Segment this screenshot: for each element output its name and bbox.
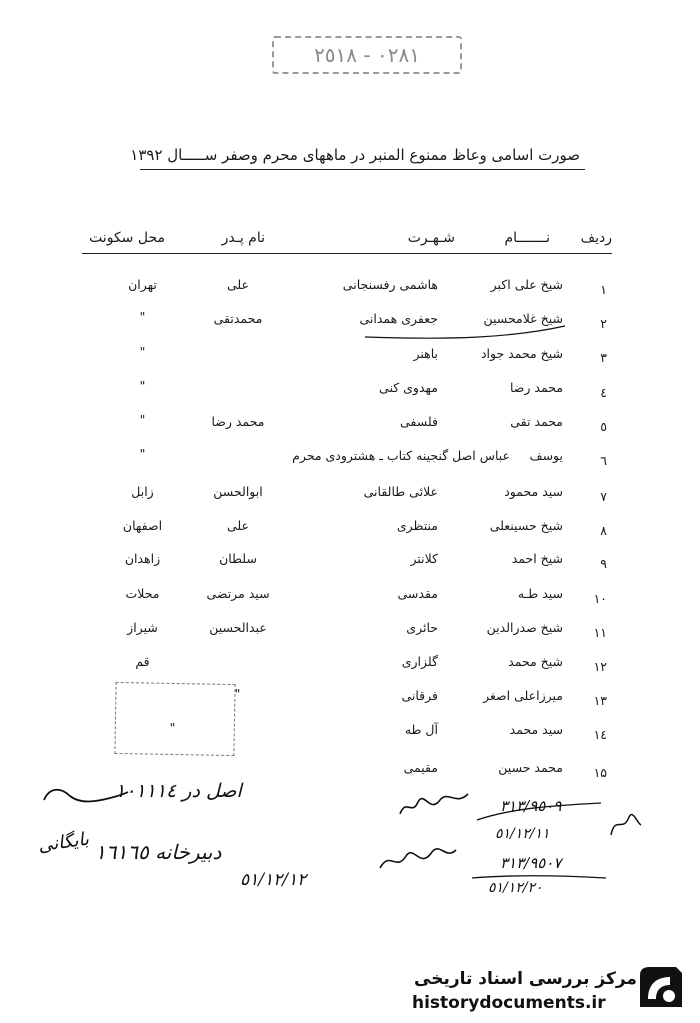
row-fame: آل طه: [404, 722, 438, 737]
row-name: سید طـه: [517, 586, 563, 601]
row-name: محمد رضا: [510, 380, 563, 395]
row-city: شیراز: [127, 620, 158, 635]
row-city: ": [234, 686, 241, 701]
row-index: ۱٤: [593, 727, 607, 742]
row-father: سید مرتضی: [206, 586, 270, 601]
row-name: شیخ احمد: [511, 551, 563, 566]
row-city: ": [139, 309, 146, 324]
handwritten-underline: [360, 322, 570, 344]
handwritten-number-1: اصل در ١٠١١١٤: [115, 780, 242, 802]
row-index: ۲: [600, 316, 607, 331]
row-father: علی: [226, 518, 249, 533]
row-father: محمد رضا: [211, 414, 265, 429]
archive-url[interactable]: historydocuments.ir: [412, 993, 606, 1013]
row-fame: فلسفی: [399, 414, 438, 429]
row-index: ۹: [600, 556, 607, 571]
row-name: میرزاعلی اصغر: [483, 688, 563, 703]
row-merged-text: عباس اصل گنجینه کتاب ـ هشترودی محرم: [292, 448, 510, 463]
header-name: نـــــــام: [504, 230, 550, 246]
row-name: شیخ محمد: [508, 654, 563, 669]
row-name: شیخ صدرالدین: [486, 620, 563, 635]
row-fame: علائی طالقانی: [363, 484, 438, 499]
row-city: محلات: [125, 586, 160, 601]
row-name: شیخ حسینعلی: [489, 518, 563, 533]
row-fame: کلانتر: [410, 551, 438, 566]
header-father: نام پـدر: [221, 230, 265, 246]
row-fame: گلزاری: [401, 654, 438, 669]
archive-name: مرکز بررسی اسناد تاریخی: [414, 969, 637, 989]
row-city: ": [139, 344, 146, 359]
row-name: محمد تقی: [510, 414, 563, 429]
archive-stamp: ٠٢٨١ - ٢٥١٨: [272, 36, 462, 74]
handwritten-number-2: دبیرخانه ١٦١٦٥: [95, 840, 222, 864]
row-index: ٤: [600, 385, 607, 400]
row-name: سید محمد: [509, 722, 563, 737]
row-city: ": [169, 720, 176, 735]
row-fame: فرقانی: [401, 688, 438, 703]
row-name: شیخ علی اکبر: [490, 277, 563, 292]
row-fame: مقدسی: [397, 586, 438, 601]
handwritten-ref-date-1: ٥١/١٢/١١: [495, 826, 550, 842]
row-father: سلطان: [219, 551, 257, 566]
row-name: شیخ محمد جواد: [480, 346, 563, 361]
margin-mark: [605, 805, 645, 845]
handwritten-ref-date-2: ٥١/١٢/٢٠: [488, 880, 543, 896]
row-city: ": [139, 446, 146, 461]
row-index: ۷: [600, 489, 607, 504]
handwritten-ref-2: ٣١٣/٩٥٠٧: [500, 854, 562, 872]
faded-stamp: [114, 682, 235, 756]
row-city: تهران: [128, 277, 157, 292]
row-fame: جعفری همدانی: [359, 311, 438, 326]
signature-scribble: [360, 780, 480, 890]
row-index: ۸: [600, 523, 607, 538]
row-name: سید محمود: [504, 484, 563, 499]
row-city: قم: [135, 654, 150, 669]
row-city: زابل: [131, 484, 154, 499]
row-fame: مهدوی کنی: [379, 380, 438, 395]
row-fame: مقیمی: [403, 760, 438, 775]
handwritten-date: ٥١/١٢/١٢: [240, 870, 307, 890]
row-index: ۱: [600, 282, 607, 297]
row-fame: حائری: [406, 620, 438, 635]
row-index: ۱۱: [593, 625, 607, 640]
row-name: محمد حسین: [498, 760, 563, 775]
row-city: اصفهان: [122, 518, 163, 533]
row-index: ۱۰: [593, 591, 607, 606]
row-city: ": [139, 378, 146, 393]
row-father: علی: [226, 277, 249, 292]
row-index: ٦: [600, 453, 607, 468]
title-underline: [140, 169, 585, 170]
header-fame: شـهـرت: [407, 230, 455, 246]
row-index: ۱۵: [593, 765, 607, 780]
header-city: محل سکونت: [89, 230, 165, 246]
document-title: صورت اسامی وعاظ ممنوع المنبر در ماههای محرم وصفر ســـــال ۱۳۹۲: [130, 146, 580, 164]
row-name: یوسف: [529, 448, 563, 463]
row-index: ۳: [600, 350, 607, 365]
header-idx: ردیف: [580, 230, 612, 246]
header-rule: [82, 253, 612, 254]
row-city: ": [139, 412, 146, 427]
row-fame: باهنر: [413, 346, 438, 361]
row-index: ٥: [600, 419, 607, 434]
archive-logo-icon: [636, 963, 686, 1013]
handwritten-ref-1: ٣١٣/٩٥٠٩: [500, 797, 562, 815]
row-fame: هاشمی رفسنجانی: [342, 277, 438, 292]
row-father: عبدالحسین: [209, 620, 267, 635]
row-father: ابوالحسن: [213, 484, 263, 499]
row-city: زاهدان: [124, 551, 161, 566]
row-index: ۱۳: [593, 693, 607, 708]
row-index: ۱۲: [593, 659, 607, 674]
row-father: محمدتقی: [213, 311, 263, 326]
row-name: شیخ غلامحسین: [483, 311, 563, 326]
handwritten-note: بایگانی: [36, 828, 91, 857]
row-fame: منتظری: [396, 518, 438, 533]
